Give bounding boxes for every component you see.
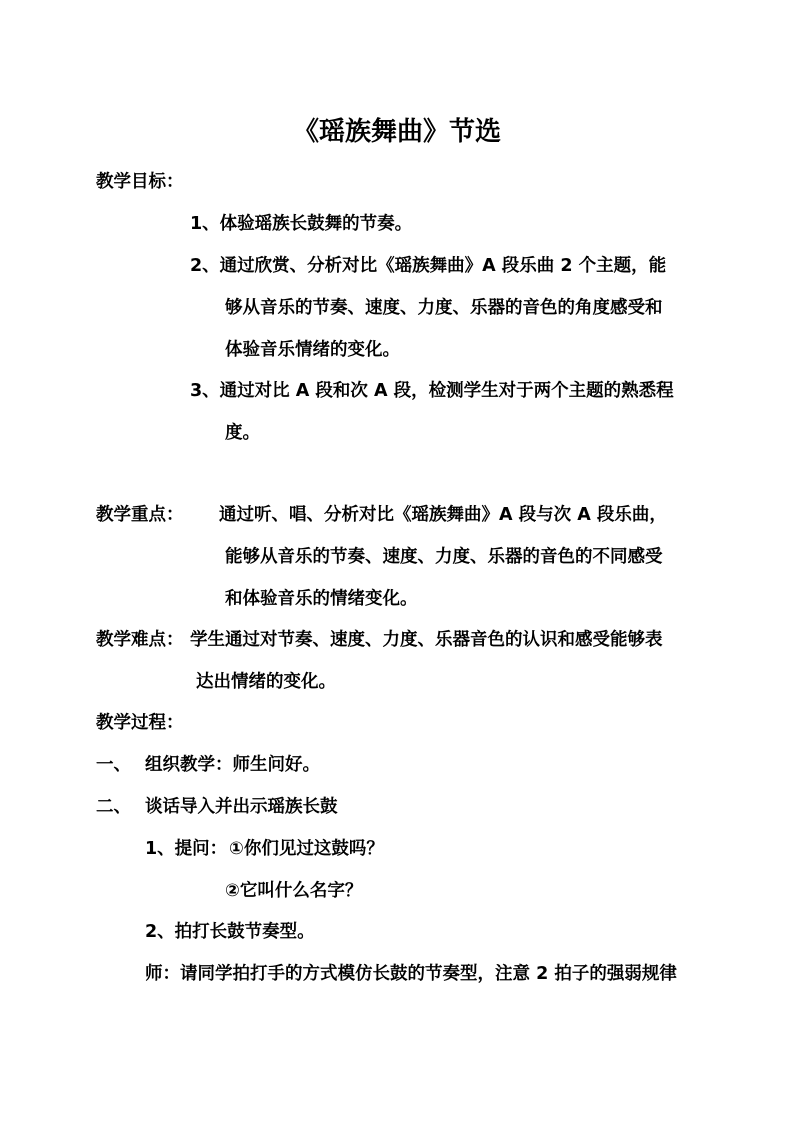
question-1: ①你们见过这鼓吗？ — [229, 839, 384, 859]
key-points-line-3: 和体验音乐的情绪变化。 — [225, 589, 418, 609]
question-2: ②它叫什么名字？ — [225, 881, 363, 901]
objective-2-line-1: 2、通过欣赏、分析对比《瑶族舞曲》A 段乐曲 2 个主题，能 — [190, 256, 667, 276]
difficulties-heading: 教学难点： — [96, 630, 184, 650]
process-sub-item-2: 2、拍打长鼓节奏型。 — [145, 922, 315, 942]
key-points-line-1: 通过听、唱、分析对比《瑶族舞曲》A 段与次 A 段乐曲， — [219, 505, 667, 525]
objective-2-line-3: 体验音乐情绪的变化。 — [225, 340, 400, 360]
difficulties-line-1: 学生通过对节奏、速度、力度、乐器音色的认识和感受能够表 — [190, 630, 663, 650]
objective-3-line-1: 3、通过对比 A 段和次 A 段，检测学生对于两个主题的熟悉程 — [190, 381, 674, 401]
process-step-1-number: 一、 — [96, 755, 131, 775]
key-points-heading: 教学重点： — [96, 505, 184, 525]
objectives-heading: 教学目标： — [96, 172, 184, 192]
objective-3-line-2: 度。 — [225, 423, 260, 443]
teacher-instruction: 师：请同学拍打手的方式模仿长鼓的节奏型，注意 2 拍子的强弱规律 — [145, 964, 677, 984]
objective-1-line-1: 1、体验瑶族长鼓舞的节奏。 — [190, 214, 413, 234]
process-step-2-text: 谈话导入并出示瑶族长鼓 — [145, 797, 338, 817]
difficulties-line-2: 达出情绪的变化。 — [196, 672, 336, 692]
process-heading: 教学过程： — [96, 713, 184, 733]
key-points-line-2: 能够从音乐的节奏、速度、力度、乐器的音色的不同感受 — [225, 547, 663, 567]
process-step-1-text: 组织教学：师生问好。 — [145, 755, 320, 775]
page-title: 《瑶族舞曲》节选 — [292, 117, 501, 147]
objective-2-line-2: 够从音乐的节奏、速度、力度、乐器的音色的角度感受和 — [225, 298, 663, 318]
question-label: 1、提问： — [145, 839, 228, 859]
process-step-2-number: 二、 — [96, 797, 131, 817]
